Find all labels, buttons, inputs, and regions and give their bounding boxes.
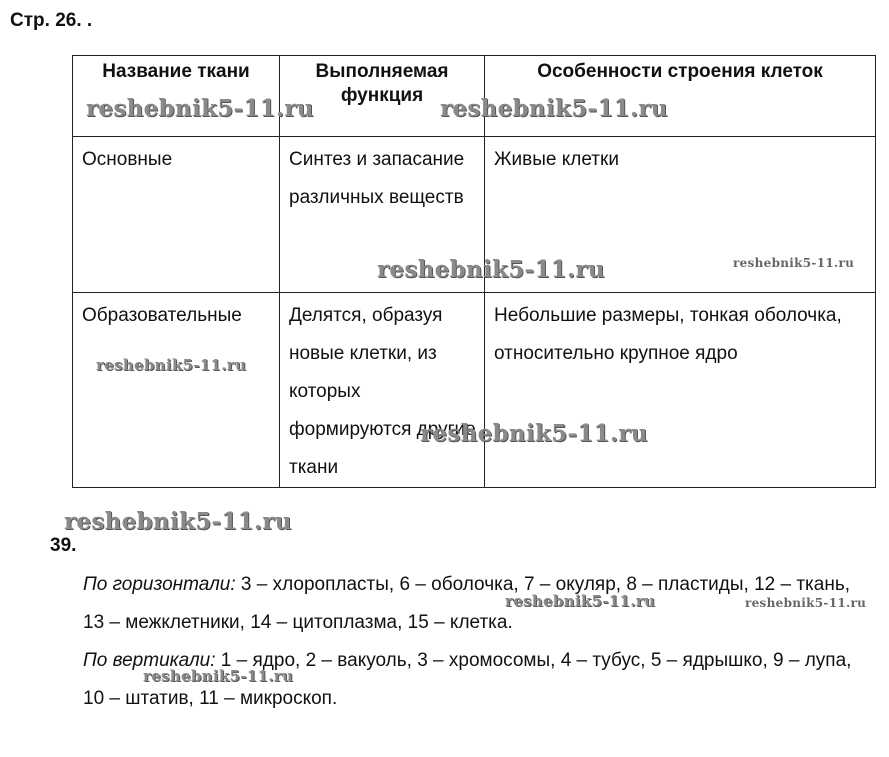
column-header-function: Выполняемая функция [280,56,485,137]
page-title: Стр. 26. . [10,10,93,31]
table-row [73,293,876,488]
watermark: reshebnik5-11.ru [440,95,668,122]
horizontal-answers: 3 – хлоропласты, 6 – оболочка, 7 – окуляр, 8 – пластиды, 12 – ткань, 13 – межклетники, 14 – цитоплазма, 15 – клетка. [83,574,851,633]
watermark: reshebnik5-11.ru [64,508,292,535]
watermark: reshebnik5-11.ru [377,256,605,283]
tissue-function-cell: Синтез и запасание различных веществ [280,137,485,293]
table-row [73,137,876,293]
vertical-answers: 1 – ядро, 2 – вакуоль, 3 – хромосомы, 4 – тубус, 5 – ядрышко, 9 – лупа, 10 – штатив, 11 – микроскоп. [83,650,852,709]
watermark: reshebnik5-11.ru [86,95,314,122]
tissue-name-cell: Образовательные [73,293,280,488]
answers-horizontal [83,566,873,642]
column-header-name: Название ткани [73,56,280,137]
tissue-table [72,55,876,488]
tissue-features-cell: Небольшие размеры, тонкая оболочка, относительно крупное ядро [485,293,876,488]
horizontal-label: По горизонтали: [83,574,236,595]
tissue-features-cell: Живые клетки [485,137,876,293]
tissue-name-cell: Основные [73,137,280,293]
table-header-row [73,56,876,137]
exercise-number: 39. [50,535,77,556]
answers-vertical [83,642,873,718]
watermark: reshebnik5-11.ru [143,667,294,685]
watermark: reshebnik5-11.ru [733,256,855,270]
watermark: reshebnik5-11.ru [420,420,648,447]
vertical-label: По вертикали: [83,650,216,671]
watermark: reshebnik5-11.ru [745,596,867,610]
column-header-features: Особенности строения клеток [485,56,876,137]
watermark: reshebnik5-11.ru [96,356,247,374]
watermark: reshebnik5-11.ru [505,592,656,610]
tissue-function-cell: Делятся, образуя новые клетки, из которых формируются другие ткани [280,293,485,488]
